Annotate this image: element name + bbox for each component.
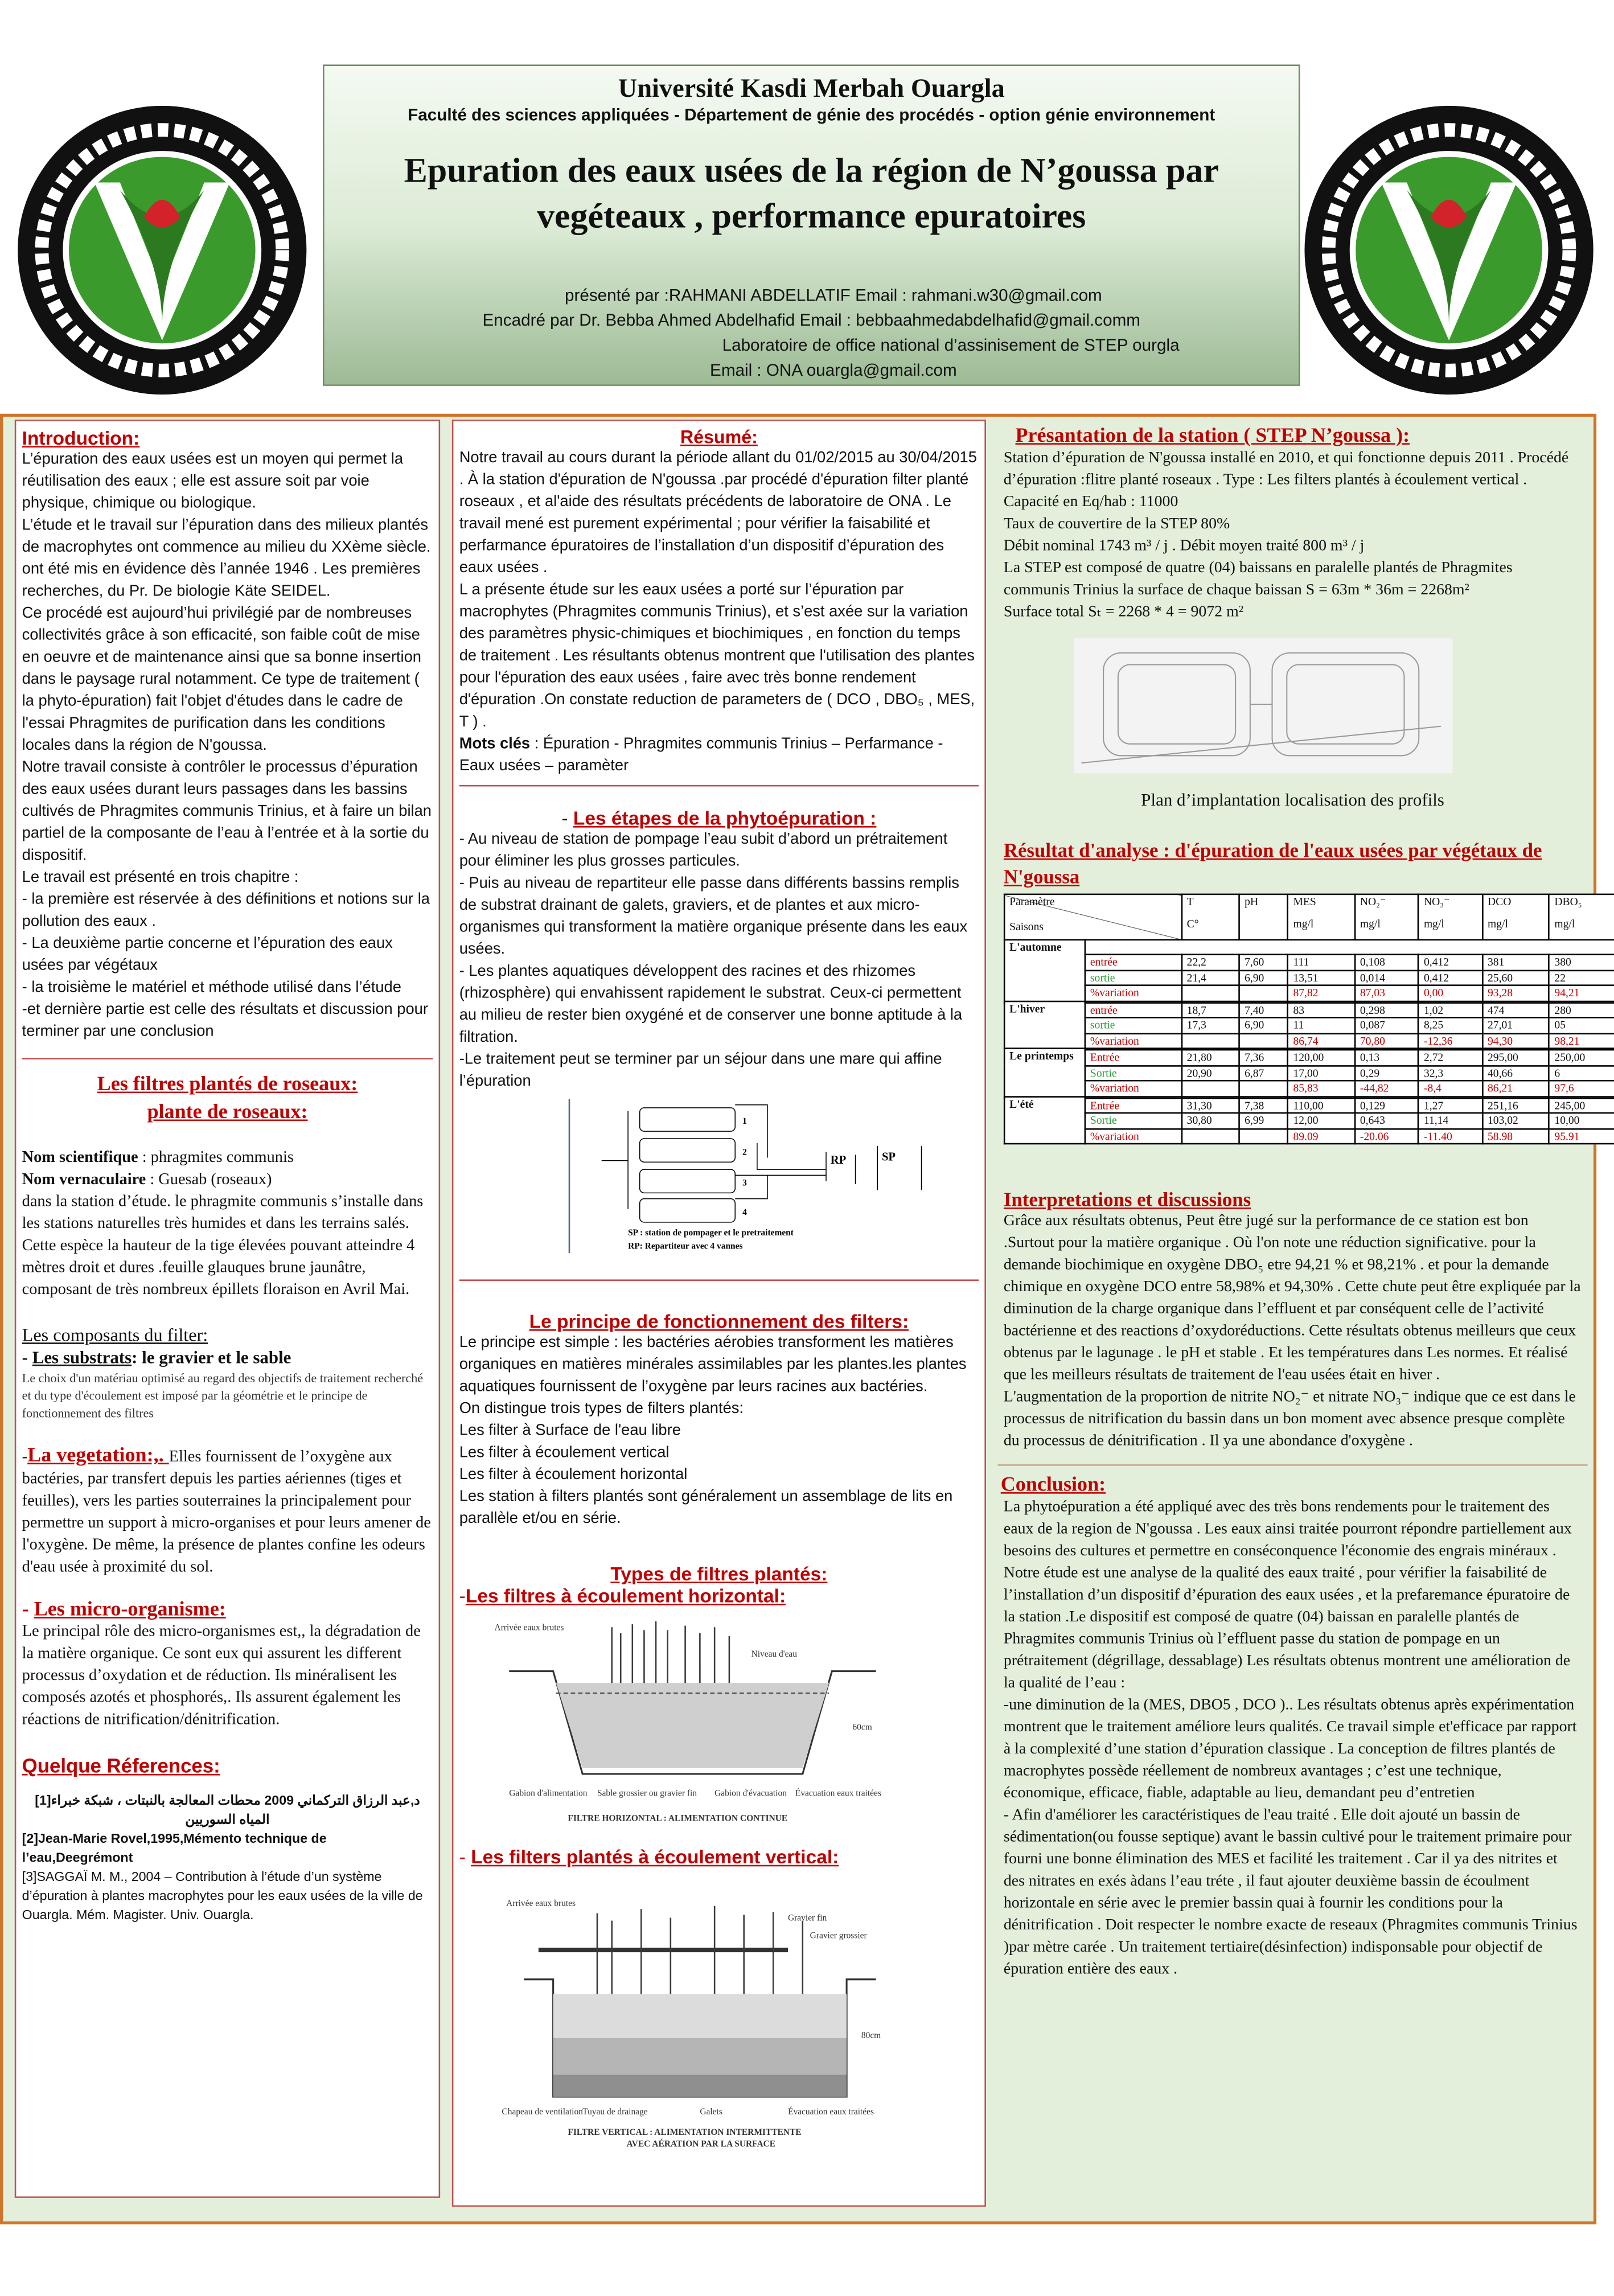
conclusion-paragraph: La phytoépuration a été appliqué avec des très bons rendements pour le traitement des eaux de la region de N'goussa . Les eaux ainsi traitée pourront répondre partiellement aux besoins des cultures et permettre en conséconquence l'économie des engrais minéraux . — [1003, 1498, 1572, 1560]
table-cell: 40,66 — [1482, 1065, 1549, 1081]
column-name: DBO₅ — [1554, 895, 1582, 909]
label: Nom scientifique — [22, 1149, 138, 1167]
etape-item: -Le traitement peut se terminer par un séjour dans une mare qui affine l’épuration — [459, 1050, 942, 1090]
label: Les filters plantés à écoulement vertical: — [471, 1846, 839, 1868]
table-row — [1004, 1081, 1614, 1096]
table-row — [1004, 1065, 1614, 1081]
substrats-text: Le choix d'un matériau optimisé au regard des objectifs de traitement recherché et du type d'écoulement est imposé par la géométrie et le principe de fonctionnement des filtres — [22, 1370, 424, 1420]
horizontal-caption: FILTRE HORIZONTAL : ALIMENTATION CONTINUE — [568, 1813, 788, 1823]
column-unit: mg/l — [1423, 917, 1444, 931]
table-cell: 0,298 — [1355, 1002, 1419, 1017]
station-title: Présantation de la station ( STEP N’goussa ): — [1015, 425, 1410, 448]
table-cell: 0,13 — [1355, 1050, 1419, 1065]
table-cell: 21,4 — [1182, 970, 1239, 985]
conclusion-title: Conclusion: — [1000, 1474, 1106, 1497]
row-label: Sortie — [1085, 1065, 1182, 1081]
authors — [325, 285, 1299, 384]
season-name: L'automne — [1004, 940, 1085, 1001]
table-cell: 6,90 — [1239, 970, 1288, 985]
column-header — [1355, 894, 1419, 940]
column-header — [1482, 894, 1549, 940]
row-label: Entrée — [1085, 1098, 1182, 1113]
types-title: Types de filtres plantés: — [610, 1562, 828, 1585]
legend-rp: RP: Repartiteur avec 4 vannes — [628, 1241, 743, 1251]
etapes-title: - Les étapes de la phytoépuration : — [561, 807, 877, 829]
basin-labels — [742, 1116, 747, 1217]
column-header — [1288, 894, 1354, 940]
reference-item: د,عبد الرزاق التركماني 2009 محطات المعالجة بالنبتات ، شبكة خبراء[1] المياه السوريين — [35, 1793, 420, 1827]
label-coarse-gravel: Gravier grossier — [810, 1931, 867, 1941]
roseaux-text — [22, 1147, 433, 1301]
principe-line: Le principe est simple : les bactéries aérobies transforment les matières organiques en matières minérales assimilables par les plantes.les plantes aquatiques fournissent de l’oxygène par leurs racines aux bactéries. — [459, 1333, 967, 1396]
principe-line: Les filter à écoulement vertical — [459, 1444, 670, 1461]
basin-label: 3 — [742, 1178, 747, 1188]
right-column — [998, 425, 1588, 1981]
table-cell: 1,27 — [1419, 1098, 1482, 1113]
label: Les étapes de la phytoépuration : — [573, 807, 877, 829]
title-line-2: vegéteaux , performance epuratoires — [537, 198, 1086, 236]
label-pebbles: Galets — [700, 2106, 722, 2117]
table-cell: 0,087 — [1355, 1017, 1419, 1033]
conclusion-paragraph: Notre étude est une analyse de la qualité des eaux traité , pour vérifier la faisabilité de l’installation d’un dispositif d’épuration des eaux usées , et la prefaremance épuratoire de la station .Le dispositif est composé de quatre (04) baissan en paralelle plantés de Phragmites communis Trinius où l’effluent passe du station de pompage en un prétraitement (dégrillage, dessablage) Les résultats obtenus montrent une amélioration de la qualité de l’eau : — [1003, 1564, 1571, 1692]
label-sand: Sable grossier ou gravier fin — [597, 1788, 697, 1798]
table-cell: 87,82 — [1288, 985, 1354, 1001]
table-cell — [1182, 1128, 1239, 1144]
corner-season: Saisons — [1009, 919, 1044, 934]
column-unit: mg/l — [1293, 917, 1314, 931]
table-cell: 94,30 — [1482, 1033, 1549, 1048]
table-cell — [1239, 985, 1288, 1001]
intro-paragraph: L’épuration des eaux usées est un moyen qui permet la réutilisation des eaux ; elle est assure soit par voie physique, chimique ou biologique. — [22, 450, 404, 512]
table-row — [1004, 1017, 1614, 1033]
title-line-1: Epuration des eaux usées de la région de N’goussa par — [404, 153, 1219, 191]
table-cell: 0,643 — [1355, 1113, 1419, 1128]
season-name: L'été — [1004, 1096, 1085, 1144]
table-row — [1004, 1002, 1614, 1017]
table-cell: 95.91 — [1549, 1128, 1614, 1144]
supervised-by: Encadré par Dr. Bebba Ahmed Abdelhafid Email : bebbaahmedabdelhafid@gmail.comm — [482, 312, 1140, 330]
label: Les filtres à écoulement horizontal: — [465, 1584, 786, 1607]
row-label: %variation — [1085, 1128, 1182, 1144]
table-cell: 27,01 — [1482, 1017, 1549, 1033]
row-label: Entrée — [1085, 1050, 1182, 1065]
horizontal-title: -Les filtres à écoulement horizontal: — [459, 1584, 786, 1607]
table-row — [1004, 1050, 1614, 1065]
table-cell: -44,82 — [1355, 1081, 1419, 1096]
table-cell: 7,60 — [1239, 955, 1288, 970]
resume-text — [459, 447, 979, 778]
reference-item: [3]SAGGAÏ M. M., 2004 – Contribution à l’étude d’un système d’épuration à plantes macrophytes pour les eaux usées de la ville de Ouargla. Mém. Magister. Univ. Ouargla. — [22, 1869, 423, 1923]
table-cell: 21,80 — [1182, 1050, 1239, 1065]
value: Elles fournissent de l’oxygène aux bactéries, par transfert depuis les parties aériennes (tiges et feuilles), vers les parties souterraines la principalement pour permettre un support à micro-organises et pour leurs amener de l'oxygène. De même, la présence de plantes confine les odeurs d'eau usée à proximité du sol. — [22, 1448, 431, 1576]
substrats-line: - Les substrats: le gravier et le sable — [22, 1346, 291, 1368]
season-row — [1004, 940, 1614, 955]
table-cell: 381 — [1482, 955, 1549, 970]
table-cell: 245,00 — [1549, 1098, 1614, 1113]
table-header-row — [1004, 894, 1614, 940]
vertical-caption: AVEC AÉRATION PAR LA SURFACE — [626, 2139, 776, 2149]
roseaux-body: dans la station d’étude. le phragmite communis s’installe dans les stations naturelles très humides et dans les terrains salés. Cette espèce la hauteur de la tige élevées pouvant atteindre 4 mètres droit et dures .feuille glauques brune jaunâtre, composant de très nombreux épillets floraison en Avril Mai. — [22, 1193, 424, 1299]
station-line: Taux de couvertire de la STEP 80% — [1003, 515, 1230, 533]
table-cell: 0,014 — [1355, 970, 1419, 985]
station-line: Station d’épuration de N'goussa installé en 2010, et qui fonctionne depuis 2011 . Procédé d’épuration :flitre planté roseaux . Type : Les filters plantés à écoulement vertical . Capacité en Eq/hab : 11000 — [1003, 449, 1569, 511]
principe-line: Les filter à écoulement horizontal — [459, 1465, 688, 1484]
table-cell: 7,40 — [1239, 1002, 1288, 1017]
label-depth: 80cm — [861, 2030, 881, 2040]
table-cell: 70,80 — [1355, 1033, 1419, 1048]
poster-header — [323, 64, 1300, 385]
table-cell: 25,60 — [1482, 970, 1549, 985]
table-row — [1004, 1033, 1614, 1048]
intro-text — [22, 449, 433, 1044]
scientific-name — [22, 1147, 433, 1169]
faculty-line: Faculté des sciences appliquées - Département de génie des procédés - option génie environnement — [408, 107, 1215, 125]
row-label: entrée — [1085, 1002, 1182, 1017]
intro-title: Introduction: — [22, 426, 140, 449]
table-cell: 250,00 — [1549, 1050, 1614, 1065]
table-cell: 31,30 — [1182, 1098, 1239, 1113]
laboratory: Laboratoire de office national d’assinisement de STEP ourgla — [722, 337, 1180, 355]
table-cell: 05 — [1549, 1017, 1614, 1033]
column-name: NO₂⁻ — [1360, 895, 1386, 909]
table-cell: 98,21 — [1549, 1033, 1614, 1048]
table-cell: 17,00 — [1288, 1065, 1354, 1081]
roseaux-title-2: plante de roseaux: — [147, 1102, 308, 1124]
intro-paragraph: Notre travail consiste à contrôler le processus d’épuration des eaux usées durant leurs passages dans les bassins cultivés de Phragmites communis Trinius, et à faire un bilan partiel de la composante de l’eau à l’entrée et à la sortie du dispositif. — [22, 758, 432, 865]
table-cell — [1182, 1081, 1239, 1096]
table-cell: 22 — [1549, 970, 1614, 985]
table-cell: 10,00 — [1549, 1113, 1614, 1128]
table-row — [1004, 985, 1614, 1001]
station-text — [998, 447, 1588, 623]
row-label: entrée — [1085, 955, 1182, 970]
micro-title: - Les micro-organisme: — [22, 1599, 226, 1621]
basin-label: 1 — [742, 1116, 747, 1127]
label-gabion-in: Gabion d'alimentation — [509, 1788, 588, 1798]
roseaux-title-1: Les filtres plantés de roseaux: — [97, 1074, 358, 1096]
lab-email: Email : ONA ouargla@gmail.com — [710, 362, 957, 380]
vegetation-text: -La vegetation:,. Elles fournissent de l’oxygène aux bactéries, par transfert depuis les parties aériennes (tiges et feuilles), vers les parties souterraines la principalement pour permettre un support à micro-organises et pour leurs amener de l'oxygène. De même, la présence de plantes confine les odeurs d'eau usée à proximité du sol. — [22, 1445, 431, 1576]
table-cell: 6,87 — [1239, 1065, 1288, 1081]
table-cell: 86,74 — [1288, 1033, 1354, 1048]
table-cell: 11,14 — [1419, 1113, 1482, 1128]
keywords — [459, 734, 979, 778]
results-table — [1004, 894, 1614, 1145]
resume-paragraph: Notre travail au cours durant la période allant du 01/02/2015 au 30/04/2015 . À la station d'épuration de N'goussa .par procédé d'épuration filter planté roseaux , et al'aide des résultats précédents de laboratoire de ONA . Le travail mené est purement expérimental ; pour vérifier la faisabilité et perfarmance épuratoires de l’installation d’un dispositif d’épuration des eaux usées . — [459, 449, 977, 577]
etape-item: - Puis au niveau de repartiteur elle passe dans différents bassins remplis de substrat drainant de galets, graviers, et de plantes et aux micro-organismes qui transforment la matière organique présente dans les eaux usées. — [459, 874, 968, 958]
principe-line: Les station à filters plantés sont généralement un assemblage de lits en parallèle et/ou en série. — [459, 1488, 953, 1527]
legend-sp: SP : station de pompager et le pretraitement — [628, 1228, 794, 1238]
intro-paragraph: - la première est réservée à des définitions et notions sur la pollution des eaux . — [22, 890, 430, 931]
table-cell — [1239, 1081, 1288, 1096]
vertical-caption: FILTRE VERTICAL : ALIMENTATION INTERMITTENTE — [568, 2127, 802, 2137]
table-cell: 6 — [1549, 1065, 1614, 1081]
interpretation-paragraph: Grâce aux résultats obtenus, Peut être jugé sur la performance de ce station est bon .Surtout pour la matière organique . Où l'on note une réduction significative. pour la demande biochimique en oxygène DBO₅ etre 94,21 % et 98,21% . et pour la demande chimique en oxygène DCO entre 58,98% et 94,30% . Cette chute peut être expliquée par la diminution de la charge organique dans l’effluent et par conséquent celle de l’activité bactérienne et des reactions d’oxydoréductions. Cette résultats obtenus meilleurs que ceux obtenus par le lagunage . le pH et stable . Et les températures dans Les normes. Et réalisé que les meilleurs résultats de traitement de l'eau usées était en hiver . — [1003, 1211, 1581, 1384]
label-inlet: Arrivée eaux brutes — [494, 1623, 564, 1633]
row-label: %variation — [1085, 985, 1182, 1001]
label: Les substrats — [32, 1346, 132, 1368]
principe-text — [459, 1332, 979, 1530]
interpretation-text — [998, 1210, 1588, 1452]
conclusion-text — [998, 1497, 1588, 1981]
table-cell — [1239, 1128, 1288, 1144]
poster-title — [325, 150, 1299, 241]
table-cell: 6,99 — [1239, 1113, 1288, 1128]
micro-text: Le principal rôle des micro-organismes est,, la dégradation de la matière organique. Ce sont eux qui assurent les different processus d’oxydation et de réduction. Ils minéralisent les composés azotés et phosphorés,. Ils assurent également les réactions de nitrification/dénitrification. — [22, 1623, 421, 1729]
column-header — [1549, 894, 1614, 940]
horizontal-filter-diagram — [480, 1612, 905, 1833]
label-gabion-out: Gabion d'évacuation — [714, 1788, 787, 1798]
table-cell — [1182, 1033, 1239, 1048]
station-line: Débit nominal 1743 m³ / j . Débit moyen traité 800 m³ / j — [1003, 537, 1365, 555]
row-label: %variation — [1085, 1081, 1182, 1096]
column-name: DCO — [1488, 895, 1512, 909]
table-cell: 93,28 — [1482, 985, 1549, 1001]
reference-item: [2]Jean-Marie Rovel,1995,Mémento technique de l’eau,Deegrémont — [22, 1831, 327, 1865]
label-outlet: Évacuation eaux traitées — [788, 2106, 874, 2117]
station-layout-diagram — [525, 1099, 966, 1260]
column-header — [1239, 894, 1288, 940]
label-fine-gravel: Gravier fin — [788, 1913, 827, 1923]
etape-item: - Les plantes aquatiques développent des racines et des rhizomes (rhizosphère) qui envahissent rapidement le substrat. Ceux-ci permettent au milieu de rester bien oxygéné et de conserver une bonne aptitude à la filtration. — [459, 962, 963, 1046]
spacer — [1085, 940, 1614, 955]
resume-paragraph: L a présente étude sur les eaux usées a porté sur l’épuration par macrophytes (Phragmites communis Trinius), et s’est axée sur la variation des paramètres physic-chimiques et biochimiques , en fonction du temps de traitement . Les résultants obtenus montrent que l'utilisation des plantes pour l'épuration des eaux usées , faire avec très bonne rendement d'épuration .On constate reduction de parameters de ( DCO , DBO₅ , MES, T ) . — [459, 581, 975, 731]
table-cell: 0,00 — [1419, 985, 1482, 1001]
table-cell: -11.40 — [1419, 1128, 1482, 1144]
label-vent: Chapeau de ventilation — [502, 2106, 583, 2117]
label: Les micro-organisme: — [34, 1599, 226, 1621]
vernacular-name — [22, 1169, 433, 1192]
etape-item: - Au niveau de station de pompage l’eau subit d’abord un prétraitement pour éliminer les plus grosses particules. — [459, 830, 948, 870]
row-label: sortie — [1085, 1017, 1182, 1033]
table-cell — [1239, 1033, 1288, 1048]
table-cell: 0,108 — [1355, 955, 1419, 970]
etapes-list — [459, 829, 979, 1093]
left-column — [15, 420, 440, 2198]
season-name: L'hiver — [1004, 1001, 1085, 1049]
table-cell: 380 — [1549, 955, 1614, 970]
table-cell: 20,90 — [1182, 1065, 1239, 1081]
table-cell: 0,412 — [1419, 955, 1482, 970]
table-cell: 120,00 — [1288, 1050, 1354, 1065]
principe-line: On distingue trois types de filters plantés: — [459, 1399, 744, 1418]
intro-paragraph: L’étude et le travail sur l’épuration dans des milieux plantés de macrophytes ont commence au milieu du XXème siècle. ont été mis en évidence dès l’année 1946 . Les premières recherches, du Pr. De biologie Käte SEIDEL. — [22, 516, 431, 601]
middle-column — [452, 420, 986, 2207]
basin-label: 2 — [742, 1147, 747, 1157]
table-row — [1004, 1128, 1614, 1144]
label-water-level: Niveau d'eau — [751, 1649, 798, 1659]
table-cell: 6,90 — [1239, 1017, 1288, 1033]
principe-line: Les filter à Surface de l'eau libre — [459, 1422, 681, 1440]
table-cell: 89.09 — [1288, 1128, 1354, 1144]
value: : le gravier et le sable — [132, 1346, 291, 1368]
label-outlet: Évacuation eaux traitées — [795, 1788, 881, 1798]
table-cell: 13,51 — [1288, 970, 1354, 985]
column-header — [1419, 894, 1482, 940]
value: : Épuration - Phragmites communis Trinius – Perfarmance - Eaux usées – paramèter — [459, 735, 943, 775]
label: Mots clés — [459, 735, 531, 753]
references-list — [22, 1792, 433, 1925]
university-logo-right — [1299, 100, 1599, 400]
intro-paragraph: - La deuxième partie concerne et l’épuration des eaux usées par végétaux — [22, 934, 393, 975]
table-cell: -8,4 — [1419, 1081, 1482, 1096]
season-name: Le printemps — [1004, 1048, 1085, 1096]
table-cell: 30,80 — [1182, 1113, 1239, 1128]
column-unit: mg/l — [1554, 917, 1575, 931]
column-header — [1182, 894, 1239, 940]
table-cell: 12,00 — [1288, 1113, 1354, 1128]
sp-label: SP — [881, 1151, 896, 1164]
basin-label: 4 — [742, 1207, 747, 1218]
table-cell: -12,36 — [1419, 1033, 1482, 1048]
table-row — [1004, 955, 1614, 970]
table-cell: 86,21 — [1482, 1081, 1549, 1096]
interpretation-paragraph: L'augmentation de la proportion de nitrite NO₂⁻ et nitrate NO₃⁻ indique que ce est dans le processus de nitrification du bassin dans un bon moment avec absence presque complète du processus de dénitrification . Il ya une abondance d'oxygène . — [1003, 1388, 1576, 1450]
roseaux-title — [22, 1071, 433, 1127]
column-name: MES — [1293, 895, 1316, 909]
intro-paragraph: -et dernière partie est celle des résultats et discussion pour terminer par une conclusion — [22, 1000, 428, 1041]
label-inlet: Arrivée eaux brutes — [506, 1898, 576, 1908]
table-cell: 0,129 — [1355, 1098, 1419, 1113]
station-line: La STEP est composé de quatre (04) baissans en paralelle plantés de Phragmites communis Trinius la surface de chaque baissan S = 63m * 36m = 2268m² — [1003, 558, 1513, 599]
table-row — [1004, 970, 1614, 985]
table-cell — [1182, 985, 1239, 1001]
label-drain: Tuyau de drainage — [582, 2106, 648, 2117]
row-label: %variation — [1085, 1033, 1182, 1048]
table-cell: 2,72 — [1419, 1050, 1482, 1065]
table-cell: 0,412 — [1419, 970, 1482, 985]
conclusion-paragraph: -une diminution de la (MES, DBO5 , DCO ).. Les résultats obtenus après expérimentation montrent que le traitement améliore leurs qualités. Ce travail simple et'efficace par rapport à la complexité d’une station d’épuration classique . La conception de filtres plantés de macrophytes possède réellement de nombreux avantages ; c’est une technique, économique, efficace, fiable, adaptable au lieu, demandant peu d’entretien — [1003, 1696, 1577, 1802]
table-cell: 11 — [1288, 1017, 1354, 1033]
resume-title: Résumé: — [680, 426, 758, 448]
rp-label: RP — [830, 1153, 847, 1167]
column-name: T — [1186, 895, 1194, 909]
corner-param: Paramètre — [1009, 895, 1055, 909]
intro-paragraph: - la troisième le matériel et méthode utilisé dans l’étude — [22, 979, 401, 996]
table-cell: 18,7 — [1182, 1002, 1239, 1017]
table-cell: 103,02 — [1482, 1113, 1549, 1128]
station-line: Surface total Sₜ = 2268 * 4 = 9072 m² — [1003, 603, 1244, 621]
intro-paragraph: Ce procédé est aujourd’hui privilégié par de nombreuses collectivités grâce à son efficacité, son faible coût de mise en oeuvre et de maintenance ainsi que sa bonne insertion dans le paysage rural notamment. Ce type de traitement ( la phyto-épuration) fait l'objet d'études dans le cadre de l'essai Phragmites de purification dans les conditions locales dans la région de N'goussa. — [22, 604, 421, 754]
vertical-filter-diagram — [495, 1876, 920, 2155]
intro-paragraph: Le travail est présenté en trois chapitre : — [22, 868, 299, 886]
table-cell: 280 — [1549, 1002, 1614, 1017]
conclusion-paragraph: - Afin d'améliorer les caractéristiques de l'eau traité . Elle doit ajouté un bassin de sédimentation(ou fousse septique) avant le bassin cultivé pour le traitement primaire pour fourni une bonne élimination des MES et facilité les traitement . Car il ya des nitrites et des nitrates en exés àdans l’eau tréte , il faut ajouter deuxième bassin de écoulment horizontale en série avec le premier bassin quai à fournir les conditions pour la dénitrification . Doit respecter le nombre exacte de reseaux (Phragmites communis Trinius )par mètre carée . Un traitement tertiaire(désinfection) indisponsable pour objectif de épuration entière des eaux . — [1003, 1806, 1578, 1978]
station-plan-image — [1074, 638, 1453, 773]
references-title: Quelque Réferences: — [22, 1755, 220, 1777]
label: Nom vernaculaire — [22, 1170, 146, 1189]
plan-caption: Plan d’implantation localisation des profils — [1141, 789, 1444, 810]
principe-title: Le principe de fonctionnement des filters: — [529, 1310, 909, 1333]
interpretation-title: Interpretations et discussions — [1003, 1188, 1251, 1211]
column-name: NO₃⁻ — [1423, 895, 1450, 909]
table-cell: 8,25 — [1419, 1017, 1482, 1033]
table-cell: -20.06 — [1355, 1128, 1419, 1144]
row-label: Sortie — [1085, 1113, 1182, 1128]
value: : Guesab (roseaux) — [146, 1170, 272, 1189]
column-unit: mg/l — [1360, 917, 1381, 931]
table-cell: 22,2 — [1182, 955, 1239, 970]
column-unit: mg/l — [1488, 917, 1508, 931]
table-cell: 87,03 — [1355, 985, 1419, 1001]
table-row — [1004, 1113, 1614, 1128]
presented-by: présenté par :RAHMANI ABDELLATIF Email : rahmani.w30@gmail.com — [565, 287, 1102, 306]
table-cell: 251,16 — [1482, 1098, 1549, 1113]
table-cell: 1,02 — [1419, 1002, 1482, 1017]
university-logo-left — [12, 100, 313, 400]
column-name: pH — [1245, 895, 1258, 909]
table-cell: 111 — [1288, 955, 1354, 970]
table-cell: 58.98 — [1482, 1128, 1549, 1144]
row-label: sortie — [1085, 970, 1182, 985]
table-cell: 97,6 — [1549, 1081, 1614, 1096]
vertical-title: - Les filters plantés à écoulement vertical: — [459, 1846, 839, 1868]
table-cell: 474 — [1482, 1002, 1549, 1017]
table-cell: 32,3 — [1419, 1065, 1482, 1081]
table-cell: 7,38 — [1239, 1098, 1288, 1113]
table-cell: 110,00 — [1288, 1098, 1354, 1113]
components-title: Les composants du filter: — [22, 1325, 208, 1346]
table-cell: 7,36 — [1239, 1050, 1288, 1065]
table-cell: 295,00 — [1482, 1050, 1549, 1065]
table-cell: 83 — [1288, 1002, 1354, 1017]
label: La vegetation:,. — [27, 1445, 169, 1468]
table-cell: 17,3 — [1182, 1017, 1239, 1033]
table-row — [1004, 1098, 1614, 1113]
results-title: Résultat d'analyse : d'épuration de l'eaux usées par végétaux de N'goussa — [1003, 839, 1542, 888]
column-unit: C° — [1186, 917, 1199, 931]
table-cell: 0,29 — [1355, 1065, 1419, 1081]
label-depth: 60cm — [852, 1722, 872, 1732]
university-name: Université Kasdi Merbah Ouargla — [618, 73, 1005, 103]
table-cell: 85,83 — [1288, 1081, 1354, 1096]
table-cell: 94,21 — [1549, 985, 1614, 1001]
corner-cell — [1004, 894, 1181, 940]
value: : phragmites communis — [138, 1149, 294, 1167]
